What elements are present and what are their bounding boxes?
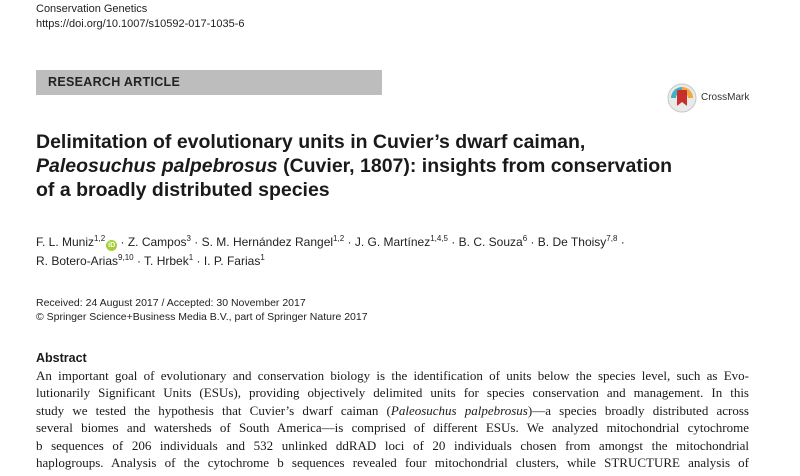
author-name: · I. P. Farias [193,254,261,268]
abstract-line [36,402,749,419]
received-accepted-dates: Received: 24 August 2017 / Accepted: 30 November 2017 [36,297,306,309]
doi-link[interactable]: https://doi.org/10.1007/s10592-017-1035-6 [36,18,245,30]
title-line-3: of a broadly distributed species [36,179,330,201]
journal-name: Conservation Genetics [36,3,148,15]
abstract-line: lutionarily Significant Units (ESUs), providing objectively delimited units for species conservation and management. In this [36,385,749,401]
abstract-line: haplogroups. Analysis of the cytochrome b sequences revealed four mitochondrial clusters, while STRUCTURE analysis of [36,455,749,471]
author-name: R. Botero-Arias [36,254,119,268]
abstract-heading: Abstract [36,351,87,365]
author-line-2 [36,252,625,271]
article-type-label: RESEARCH ARTICLE [48,75,181,89]
author-name: · [617,235,625,249]
abstract-text: study we tested the hypothesis that Cuvier’s dwarf caiman ( [36,402,391,418]
author-affiliation: 1 [260,253,265,262]
author-affiliation: 1,2 [333,234,345,243]
abstract-line: An important goal of evolutionary and conservation biology is the identification of units below the species level, such as Evo- [36,368,749,383]
author-list [36,233,625,271]
author-affiliation: 6 [522,234,528,243]
author-affiliation: 3 [186,234,191,243]
copyright-notice: © Springer Science+Business Media B.V., part of Springer Nature 2017 [36,311,368,323]
author-affiliation: 1,2 [94,234,106,243]
author-name: · S. M. Hernández Rangel [190,235,334,249]
author-name: · Z. Campos [117,235,187,249]
author-name: · B. C. Souza [447,235,523,249]
abstract-species-name: Paleosuchus palpebrosus [390,402,528,418]
publication-dates [36,296,368,324]
author-line-1 [36,233,625,252]
abstract-body [36,367,749,471]
abstract-line: several biomes and watersheds of South America—is comprised of different ESUs. We analyzed mitochondrial cytochrome [36,420,749,436]
author-name: F. L. Muniz [36,235,95,249]
title-line-2-rest: (Cuvier, 1807): insights from conservation [277,155,673,177]
abstract-line: b sequences of 206 individuals and 532 unlinked ddRAD loci of 20 individuals chosen from amongst the mitochondrial [36,437,749,453]
author-name: · B. De Thoisy [527,235,607,249]
author-affiliation: 9,10 [118,253,134,262]
article-type-banner [36,70,382,95]
abstract-text: )—a species broadly distributed across [527,402,749,418]
author-affiliation: 7,8 [606,234,618,243]
title-line-1: Delimitation of evolutionary units in Cuvier’s dwarf caiman, [36,131,586,153]
author-affiliation: 1,4,5 [430,234,448,243]
journal-header [36,2,245,32]
crossmark-label: CrossMark [701,92,750,103]
crossmark-icon [667,83,697,113]
title-line-2 [36,154,756,178]
author-affiliation: 1 [188,253,194,262]
title-species-name: Paleosuchus palpebrosus [36,155,278,177]
author-name: · T. Hrbek [133,254,189,268]
orcid-icon[interactable]: iD [108,242,116,249]
article-title [36,130,756,202]
author-name: · J. G. Martínez [344,235,431,249]
